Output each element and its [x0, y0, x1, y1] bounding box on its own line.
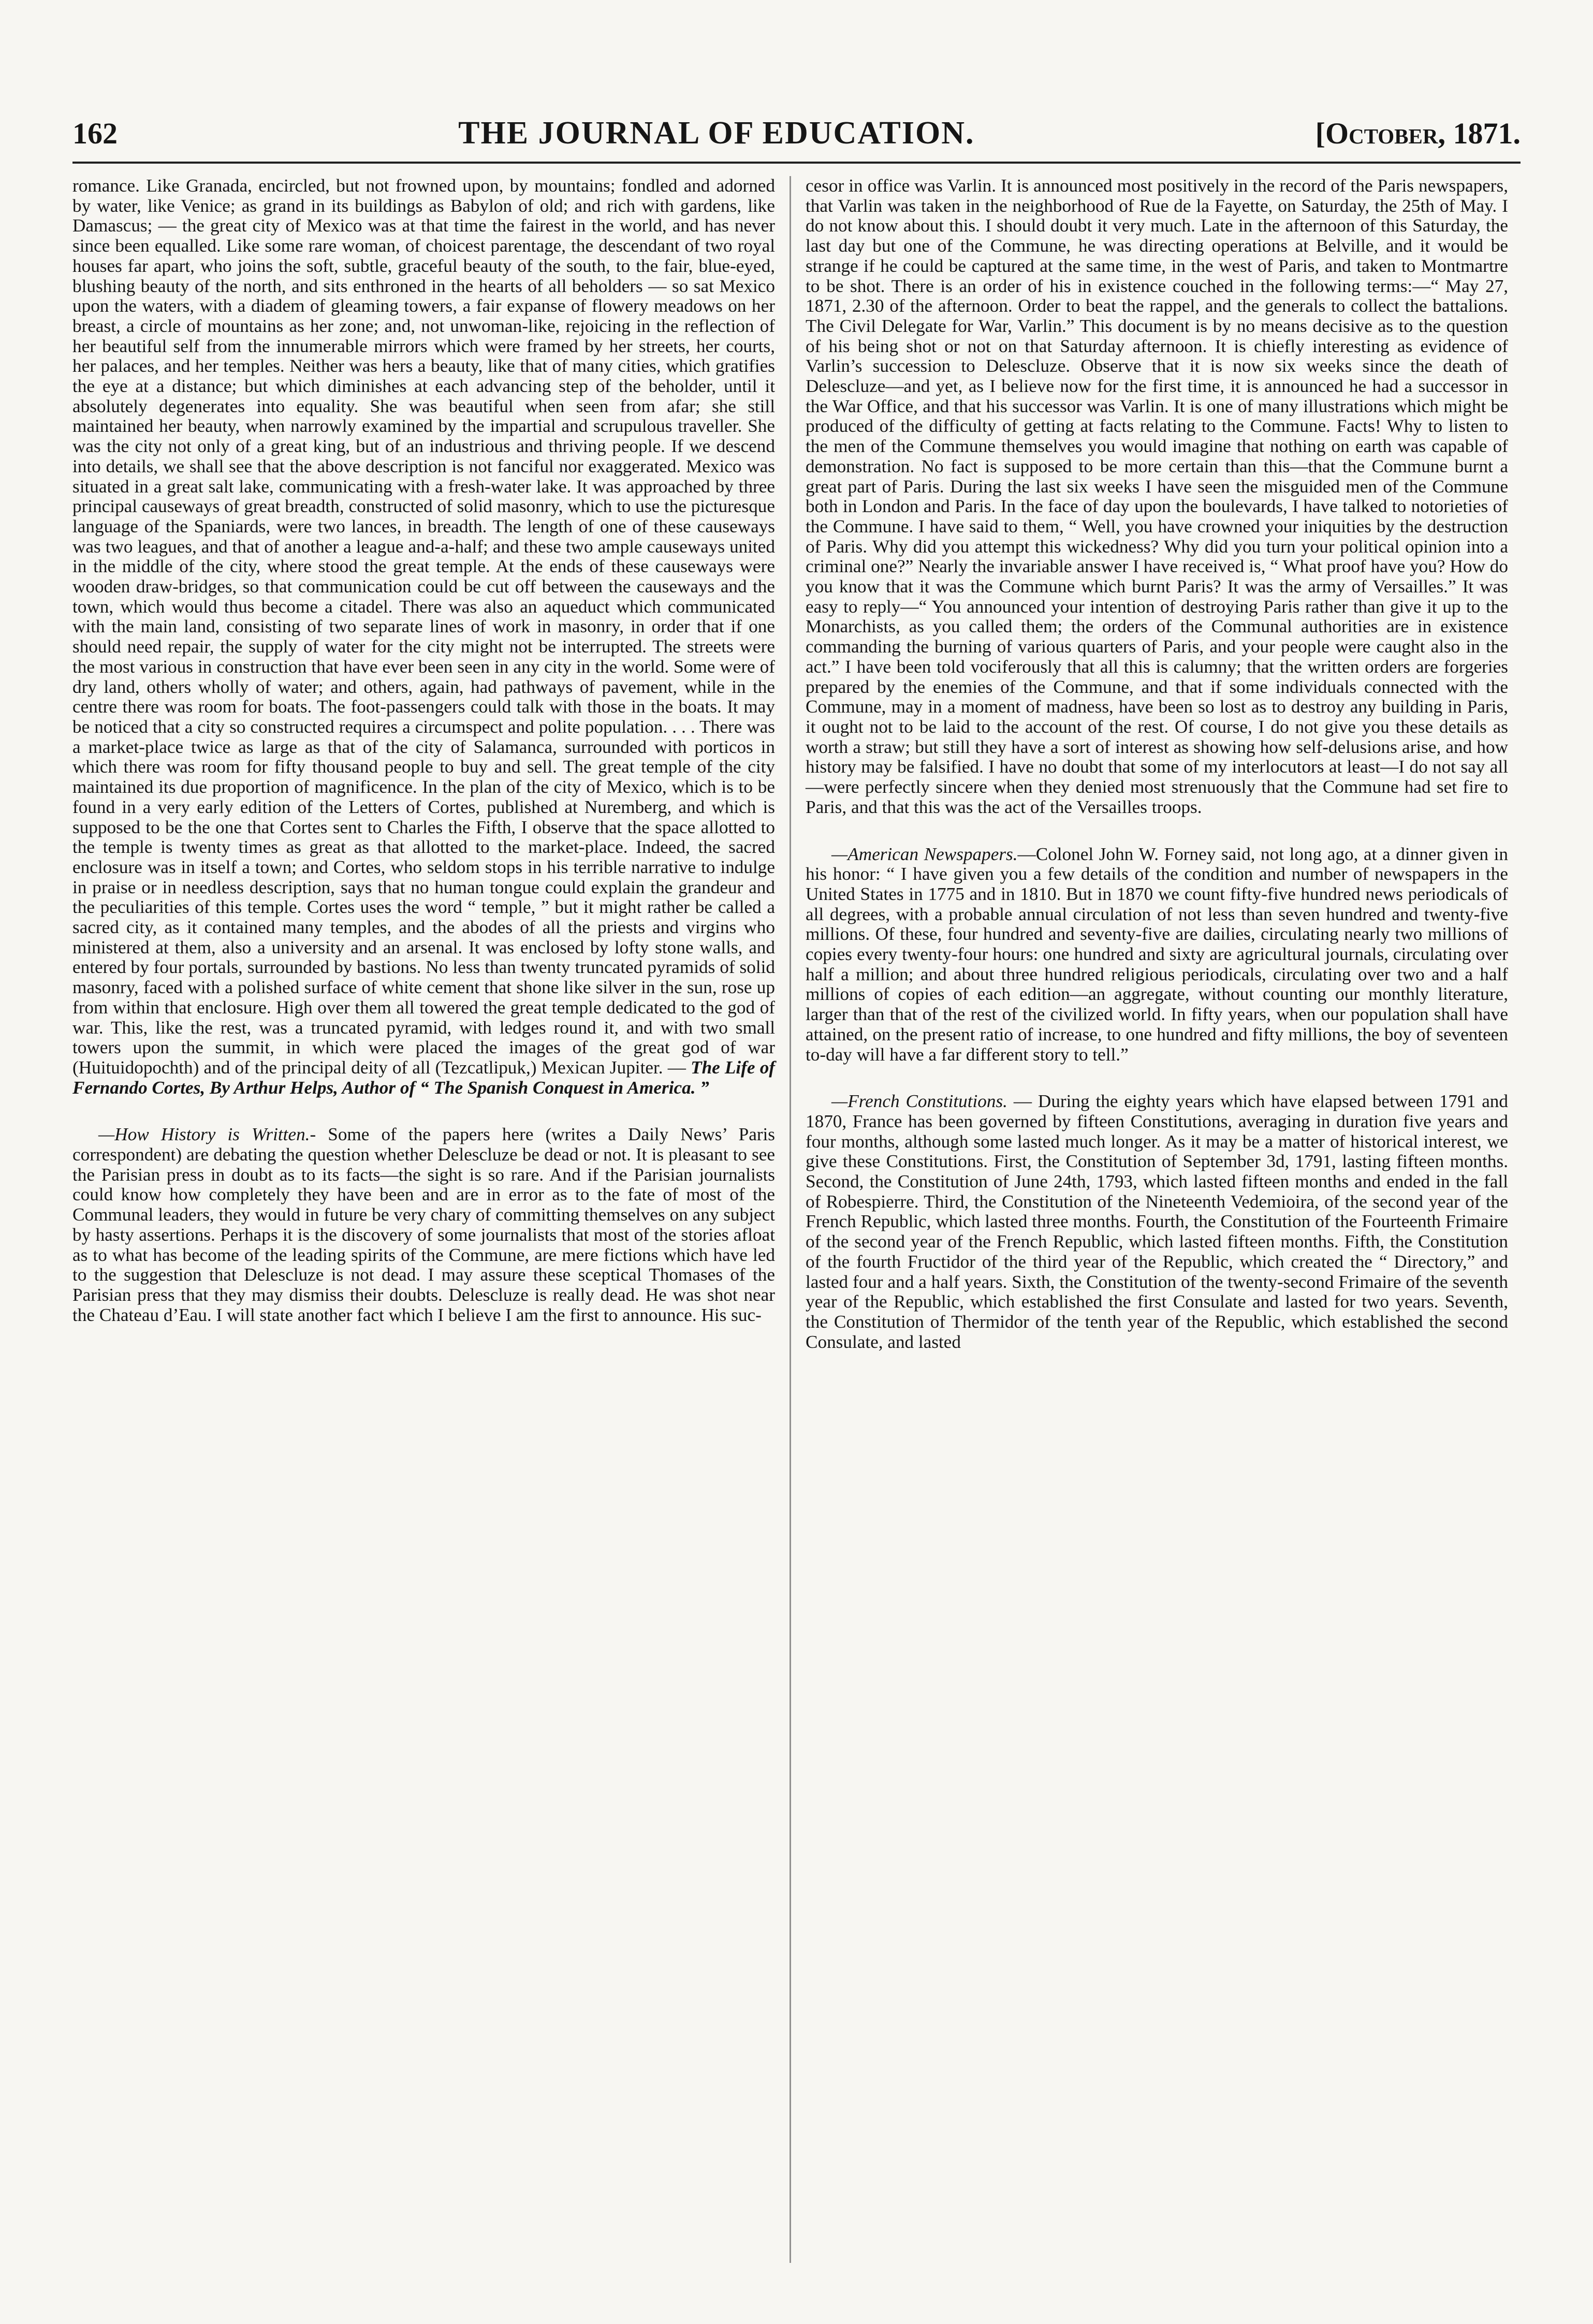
history-text-continued: cesor in office was Varlin. It is announced most positively in the record of the Paris newspapers, that Varlin was taken in the neighborhood of Rue de la Fayette, on Saturday, the 25th of May. I do not know about this. I should doubt it very much. Late in the afternoon of this Saturday, the last day but one of the Commune, he was directing operations at Belville, and it would be strange if he could be captured at the same time, in the west of Paris, and taken to Montmartre to be shot. There is an order of his in existence couched in the following terms:—“ May 27, 1871, 2.30 of the afternoon. Order to beat the rappel, and the generals to collect the battalions. The Civil Delegate for War, Varlin.” This document is by no means decisive as to the question of his being shot or not on that Saturday afternoon. It is chiefly interesting as evidence of Varlin’s succession to Delescluze. Observe that it is now six weeks since the death of Delescluze—and yet, as I believe now for the first time, it is announced he had a successor in the War Office, and that his successor was Varlin. It is one of many illustrations which might be produced of the difficulty of getting at facts relating to the Commune. Facts! Why to listen to the men of the Commune themselves you would imagine that nothing on earth was capable of demonstration. No fact is supposed to be more certain than this—that the Commune burnt a great part of Paris. During the last six weeks I have seen the misguided men of the Commune both in London and Paris. In the face of day upon the boulevards, I have talked to notorieties of the Commune. I have said to them, “ Well, you have crowned your iniquities by the destruction of Paris. Why did you attempt this wickedness? Why did you turn your political opinion into a criminal one?” Nearly the invariable answer I have received is, “ What proof have you? How do you know that it was the Commune which burnt Paris? It was the army of Versailles.” It was easy to reply—“ You announced your intention of destroying Paris rather than give it up to the Monarchists, as you called them; the orders of the Communal authorities are in existence commanding the burning of various quarters of Paris, and your people were caught also in the act.” I have been told vociferously that all this is calumny; that the written orders are forgeries prepared by the enemies of the Commune, and that if some individuals connected with the Commune, may in a moment of madness, have been so lost as to destroy any building in Paris, it ought not to be laid to the account of the rest. Of course, I do not give you these details as worth a straw; but still they have a sort of interest as showing how self-delusions arise, and how history may be falsified. I have no doubt that some of my interlocutors at least—I do not say all—were perfectly sincere when they denied most strenuously that the Commune had set fire to Paris, and that this was the act of the Versailles troops.: [806, 176, 1508, 817]
mexico-text: romance. Like Granada, encircled, but not frowned upon, by mountains; fondled and adorned by water, like Venice; as grand in its buildings as Babylon of old; and rich with gardens, like Damascus; — the great city of Mexico was at that time the fairest in the world, and has never since been equalled. Like some rare woman, of choicest parentage, the descendant of two royal houses far apart, who joins the soft, subtle, graceful beauty of the south, to the fair, blue-eyed, blushing beauty of the north, and sits enthroned in the hearts of all beholders — so sat Mexico upon the waters, with a diadem of gleaming towers, a fair expanse of flowery meadows on her breast, a circle of mountains as her zone; and, not unwoman-like, rejoicing in the reflection of her beautiful self from the innumerable mirrors which were framed by her streets, her courts, her palaces, and her temples. Neither was hers a beauty, like that of many cities, which gratifies the eye at a distance; but which diminishes at each advancing step of the beholder, until it absolutely degenerates into equality. She was beautiful when seen from afar; she still maintained her beauty, when narrowly examined by the impartial and scrupulous traveller. She was the city not only of a great king, but of an industrious and thriving people. If we descend into details, we shall see that the above description is not fanciful nor exaggerated. Mexico was situated in a great salt lake, communicating with a fresh-water lake. It was approached by three principal causeways of great breadth, constructed of solid masonry, which to use the picturesque language of the Spaniards, were two lances, in breadth. The length of one of these causeways was two leagues, and that of another a league and-a-half; and these two ample causeways united in the middle of the city, where stood the great temple. At the ends of these causeways were wooden draw-bridges, so that communication could be cut off between the causeways and the town, which would thus become a citadel. There was also an aqueduct which communicated with the main land, consisting of two separate lines of work in masonry, in order that if one should need repair, the supply of water for the city might not be interrupted. The streets were the most various in construction that have ever been seen in any city in the world. Some were of dry land, others wholly of water; and others, again, had pathways of pavement, while in the centre there was room for boats. The foot-passengers could talk with those in the boats. It may be noticed that a city so constructed requires a circumspect and polite population. . . . There was a market-place twice as large as that of the city of Salamanca, surrounded with porticos in which there was room for fifty thousand people to buy and sell. The great temple of the city maintained its due proportion of magnificence. In the plan of the city of Mexico, which is to be found in a very early edition of the Letters of Cortes, published at Nuremberg, and which is supposed to be the one that Cortes sent to Charles the Fifth, I observe that the space allotted to the temple is twenty times as great as that allotted to the market-place. Indeed, the sacred enclosure was in itself a town; and Cortes, who seldom stops in his terrible narrative to indulge in praise or in needless description, says that no human tongue could explain the grandeur and the peculiarities of this temple. Cortes uses the word “ temple, ” but it might rather be called a sacred city, as it contained many temples, and the abodes of all the priests and virgins who ministered at them, also a university and an arsenal. It was enclosed by lofty stone walls, and entered by four portals, surrounded by bastions. No less than twenty truncated pyramids of solid masonry, faced with a polished surface of white cement that shone like silver in the sun, rose up from within that enclosure. High over them all towered the great temple dedicated to the god of war. This, like the rest, was a truncated pyramid, with ledges round it, and with two small towers upon the summit, in which were placed the images of the great god of war (Huituidopochth) and of the principal deity of all (Tezcatlipuk,) Mexican Jupiter. —: [72, 176, 775, 1078]
page-header: [72, 115, 1521, 156]
article-how-history-is-written: [72, 1125, 775, 1325]
right-column: [791, 176, 1508, 2263]
issue-date: [October, 1871.: [1315, 117, 1521, 150]
history-text: - Some of the papers here (writes a Daily News’ Paris correspondent) are debating the question whether Delescluze be dead or not. It is pleasant to see the Parisian press in doubt as to its facts—the sight is so rare. And if the Parisian journalists could know how completely they have been and are in error as to the fate of most of the Communal leaders, they would in future be very chary of committing themselves on any subject by hasty assertions. Perhaps it is the discovery of some journalists that most of the stories afloat as to what has become of the leading spirits of the Commune, are mere fictions which have led to the suggestion that Delescluze is not dead. I may assure these sceptical Thomases of the Parisian press that they may dismiss their doubts. Delescluze is really dead. He was shot near the Chateau d’Eau. I will state another fact which I believe I am the first to announce. His suc-: [72, 1124, 776, 1325]
article-american-newspapers: [806, 845, 1508, 1065]
two-column-body: [72, 176, 1521, 2263]
page-number: 162: [72, 117, 118, 150]
left-column: [72, 176, 790, 2263]
constitutions-title: —French Constitutions.: [831, 1091, 1007, 1112]
history-title: —How History is Written.: [98, 1124, 310, 1145]
article-mexico: [72, 176, 775, 1098]
mexico-citation: The Life of Fernando Cortes, By Arthur Helps, Author of “ The Spanish Conquest in America. ”: [72, 1057, 776, 1098]
newspapers-text: —Colonel John W. Forney said, not long ago, at a dinner given in his honor: “ I have given you a few details of the condition and number of newspapers in the United States in 1775 and in 1810. But in 1870 we count fifty-five hundred news periodicals of all degrees, with a probable annual circulation of not less than seven hundred and twenty-five millions. Of these, four hundred and seventy-five are dailies, circulating nearly two millions of copies every twenty-four hours: one hundred and sixty are agricultural journals, circulating over half a million; and about three hundred religious periodicals, circulating over two and a half millions of copies of each edition—an aggregate, without counting our monthly literature, larger than that of the rest of the civilized world. In fifty years, when our population shall have attained, on the present ratio of increase, to one hundred and fifty millions, the boy of seventeen to-day will have a far different story to tell.”: [806, 844, 1508, 1065]
constitutions-text: — During the eighty years which have elapsed between 1791 and 1870, France has been governed by fifteen Constitutions, averaging in duration five years and four months, although some lasted much longer. As it may be a matter of historical interest, we give these Constitutions. First, the Constitution of September 3d, 1791, lasting fifteen months. Second, the Constitution of June 24th, 1793, which lasted fifteen months and ended in the fall of Robespierre. Third, the Constitution of the Nineteenth Vedemioira, of the second year of the French Republic, which lasted three months. Fourth, the Constitution of the Fourteenth Frimaire of the second year of the French Republic, which lasted fifteen months. Fifth, the Constitution of the fourth Fructidor of the third year of the Republic, which created the “ Directory,” and lasted four and a half years. Sixth, the Constitution of the twenty-second Frimaire of the seventh year of the Republic, which established the first Consulate and lasted for two years. Seventh, the Constitution of Thermidor of the tenth year of the Republic, which established the second Consulate, and lasted: [806, 1091, 1508, 1352]
newspapers-title: —American Newspapers.: [831, 844, 1018, 864]
journal-title: THE JOURNAL OF EDUCATION.: [458, 115, 975, 151]
article-french-constitutions: [806, 1092, 1508, 1352]
header-rule: [72, 162, 1521, 164]
article-history-continued: [806, 176, 1508, 818]
column-divider: [790, 176, 791, 2263]
